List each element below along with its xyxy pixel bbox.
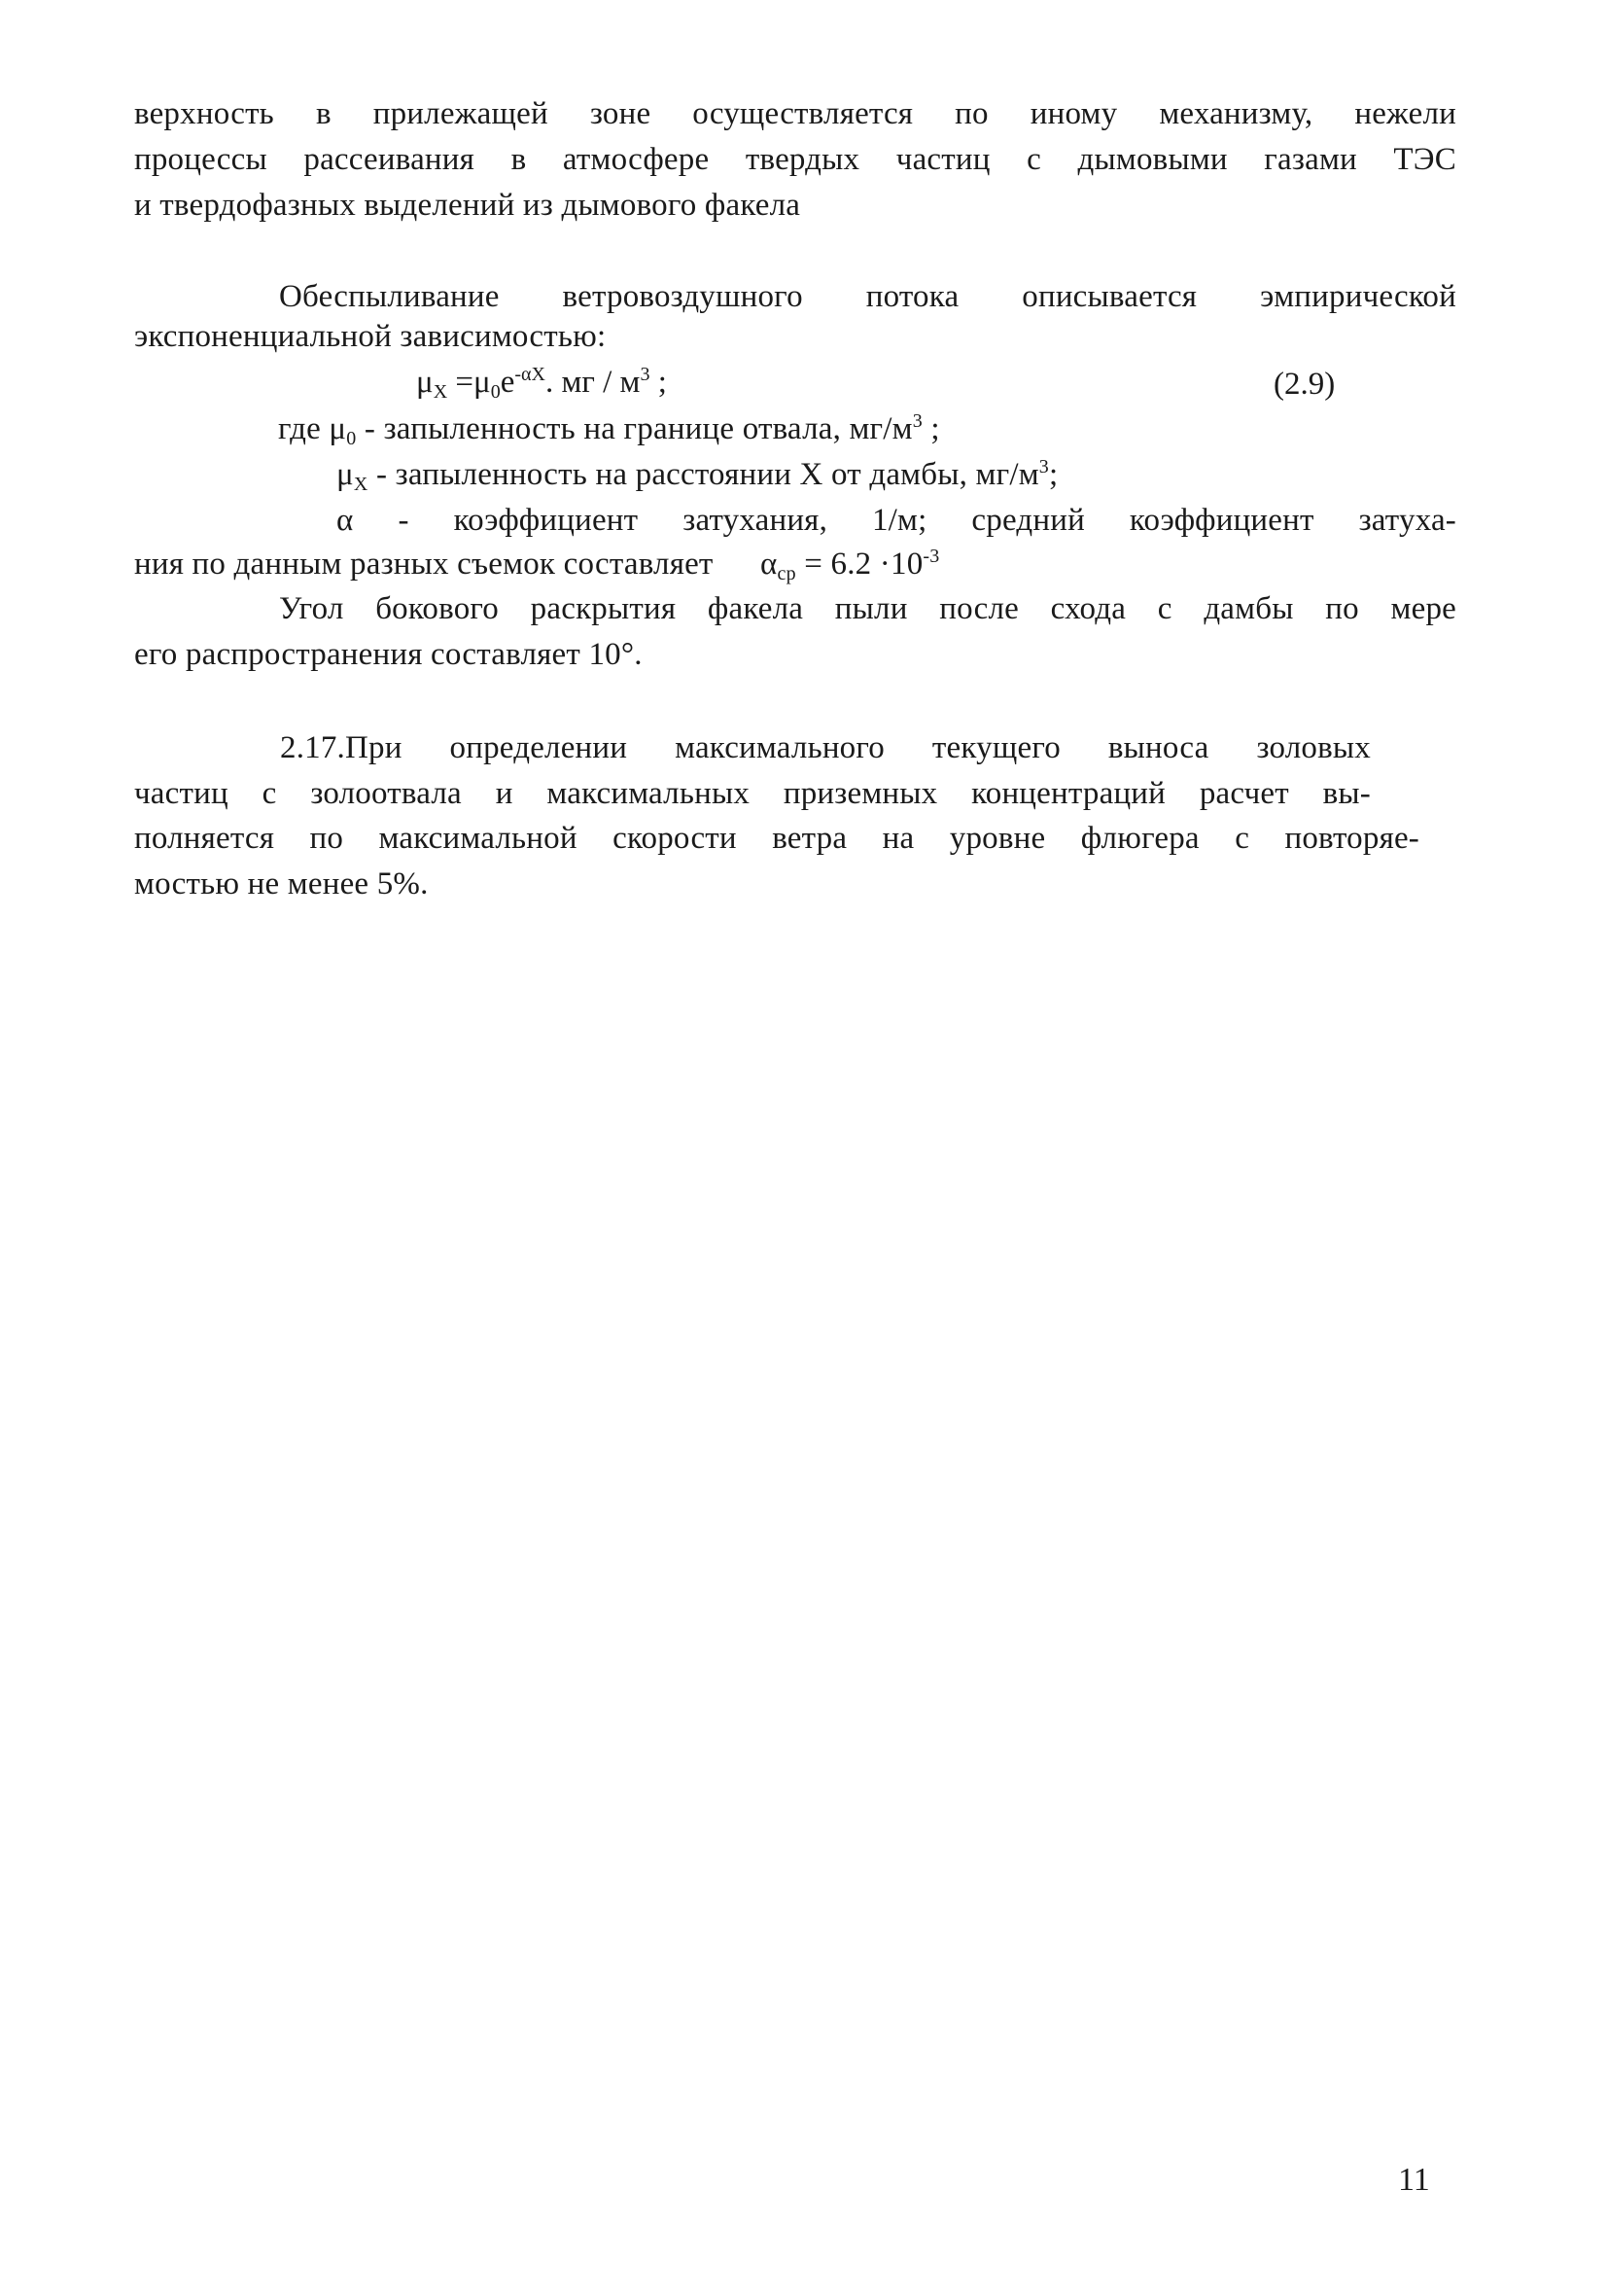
paragraph-1-line-1: верхность в прилежащей зоне осуществляется по иному механизму, нежели: [134, 96, 1456, 131]
alpha-average-exponent: -3: [923, 546, 940, 567]
definition-mu0-tail: ;: [922, 411, 940, 446]
alpha-average-number: = 6.2 ·10: [795, 547, 924, 582]
paragraph-4-line-4: мостью не менее 5%.: [134, 866, 429, 901]
formula-units-sup: 3: [640, 364, 650, 385]
formula-exp-power: -αX: [514, 364, 545, 385]
paragraph-4-line-1: 2.17.При определении максимального текущего выноса золовых: [280, 730, 1371, 765]
definition-alpha: α - коэффициент затухания, 1/м; средний коэффициент затуха-: [336, 503, 1456, 538]
page-number: 11: [1398, 2162, 1430, 2198]
paragraph-2-line-1: Обеспыливание ветровоздушного потока описывается эмпирической: [279, 279, 1456, 314]
formula-mu-symbol: μ: [416, 365, 434, 400]
formula-2-9: [416, 363, 667, 402]
formula-tail: ;: [649, 365, 667, 400]
formula-units: . мг / м: [544, 365, 641, 400]
alpha-average-value: [760, 545, 939, 583]
definition-mux-text: - запыленность на расстоянии X от дамбы, мг/м: [367, 457, 1039, 492]
definition-mu0-text: - запыленность на границе отвала, мг/м: [356, 411, 913, 446]
paragraph-4-line-3: полняется по максимальной скорости ветра на уровне флюгера с повторяе-: [134, 821, 1419, 856]
formula-lhs-subscript: X: [433, 381, 448, 403]
alpha-average-sub: ср: [777, 563, 796, 584]
formula-exp-base: e: [500, 365, 515, 400]
paragraph-1-line-3: и твердофазных выделений из дымового факела: [134, 188, 801, 223]
equation-number: (2.9): [1274, 367, 1336, 402]
definition-mux-sup: 3: [1038, 456, 1049, 477]
definition-mu0-prefix: где μ: [278, 411, 347, 446]
paragraph-1-line-2: процессы рассеивания в атмосфере твердых частиц с дымовыми газами ТЭС: [134, 142, 1456, 177]
definition-alpha-cont-text: ния по данным разных съемок составляет: [134, 547, 714, 582]
paragraph-2-line-2: экспоненциальной зависимостью:: [134, 319, 607, 354]
paragraph-3-line-1: Угол бокового раскрытия факела пыли после схода с дамбы по мере: [279, 591, 1456, 626]
paragraph-4-line-2: частиц с золоотвала и максимальных приземных концентраций расчет вы-: [134, 776, 1371, 811]
definition-alpha-continued: [134, 545, 939, 583]
alpha-average-symbol: α: [760, 547, 778, 582]
formula-mu0-subscript: 0: [490, 381, 501, 403]
definition-mu0: [278, 409, 940, 448]
definition-mux: [336, 455, 1058, 494]
definition-mux-sub: X: [353, 474, 368, 495]
paragraph-3-line-2: его распространения составляет 10°.: [134, 637, 643, 672]
definition-mux-tail: ;: [1049, 457, 1059, 492]
definition-mu0-sub: 0: [346, 428, 357, 449]
formula-equals: =μ: [447, 365, 491, 400]
definition-mu0-sup: 3: [912, 410, 923, 432]
definition-mux-symbol: μ: [336, 457, 354, 492]
